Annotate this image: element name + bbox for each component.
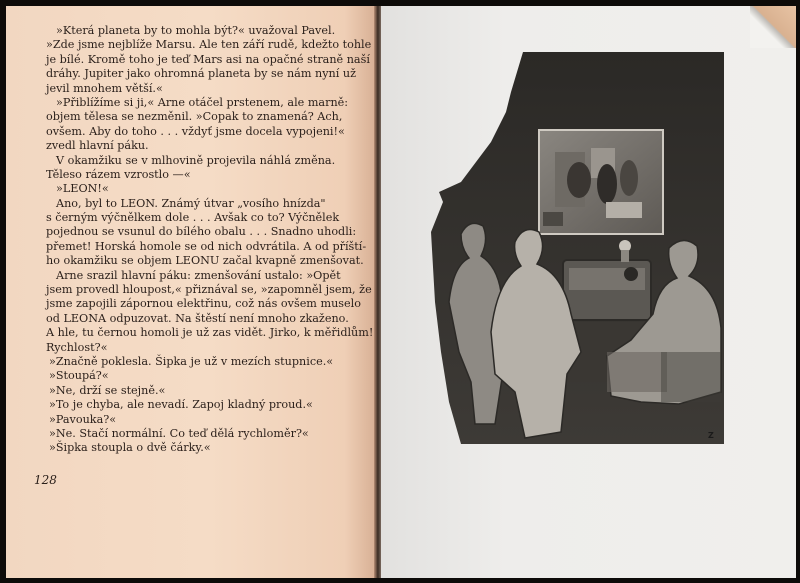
text-line: »Zde jsme nejblíže Marsu. Ale ten září rudě, kdežto tohle bbox=[46, 38, 372, 52]
text-line: »Pavouka?« bbox=[49, 412, 117, 426]
text-line: objem tělesa se nezměnil. »Copak to znamená? Ach, bbox=[46, 110, 343, 124]
text-line: »Stoupá?« bbox=[49, 369, 109, 383]
book-gutter bbox=[374, 6, 381, 578]
text-line: V okamžiku se v mlhovině projevila náhlá změna. bbox=[56, 153, 336, 167]
text-line: »Ne. Stačí normální. Co teď dělá rychloměr?« bbox=[49, 426, 309, 440]
text-line: »To je chyba, ale nevadí. Zapoj kladný proud.« bbox=[49, 398, 313, 412]
text-line: jsem provedl hloupost,« přiznával se, »zapomněl jsem, že bbox=[46, 283, 372, 297]
text-line: přemet! Horská homole se od nich odvrátila. A od příští- bbox=[46, 239, 367, 253]
right-page bbox=[381, 6, 796, 578]
body-text bbox=[46, 24, 374, 456]
text-line: »Šipka stoupla o dvě čárky.« bbox=[49, 441, 211, 455]
text-line: Rychlost?« bbox=[46, 340, 108, 354]
page-number: 128 bbox=[34, 473, 57, 487]
text-line: »Ne, drží se stejně.« bbox=[49, 383, 166, 397]
text-line: jevil mnohem větší.« bbox=[46, 81, 163, 95]
text-line: Těleso rázem vzrostlo —« bbox=[46, 167, 191, 181]
text-line: Arne srazil hlavní páku: zmenšování ustalo: »Opět bbox=[56, 268, 341, 282]
illustration-control-room bbox=[431, 52, 724, 444]
text-line: ovšem. Aby do toho . . . vždyť jsme docela vypojeni!« bbox=[46, 124, 345, 138]
text-line: jsme zapojili zápornou elektřinu, což nás ovšem muselo bbox=[46, 297, 361, 311]
text-line: »LEON!« bbox=[56, 182, 109, 196]
text-line: je bílé. Kromě toho je teď Mars asi na opačné straně naší bbox=[46, 52, 370, 66]
folded-page-corner bbox=[750, 6, 796, 48]
text-line: od LEONA odpuzovat. Na štěstí není mnoho zkaženo. bbox=[46, 311, 349, 325]
text-line: »Která planeta by to mohla být?« uvažoval Pavel. bbox=[56, 24, 336, 37]
text-line: »Značně poklesla. Šipka je už v mezích stupnice.« bbox=[49, 354, 334, 368]
book-scan-frame bbox=[2, 2, 798, 581]
left-page bbox=[6, 6, 374, 578]
text-line: pojednou se vsunul do bílého obalu . . . Snadno uhodli: bbox=[46, 225, 357, 239]
text-line: ho okamžiku se objem LEONU začal kvapně zmenšovat. bbox=[46, 254, 364, 268]
text-line: »Přiblížíme si ji,« Arne otáčel prstenem, ale marně: bbox=[56, 95, 349, 109]
text-line: A hle, tu černou homoli je už zas vidět. Jirko, k měřidlům! bbox=[46, 326, 374, 340]
text-line: dráhy. Jupiter jako ohromná planeta by se nám nyní už bbox=[46, 67, 356, 81]
text-line: s černým výčnělkem dole . . . Avšak co to? Výčnělek bbox=[46, 211, 340, 225]
text-line: Ano, byl to LEON. Známý útvar „vosího hnízda" bbox=[56, 196, 326, 210]
artist-signature: Z bbox=[708, 431, 714, 440]
text-line: zvedl hlavní páku. bbox=[46, 139, 149, 153]
